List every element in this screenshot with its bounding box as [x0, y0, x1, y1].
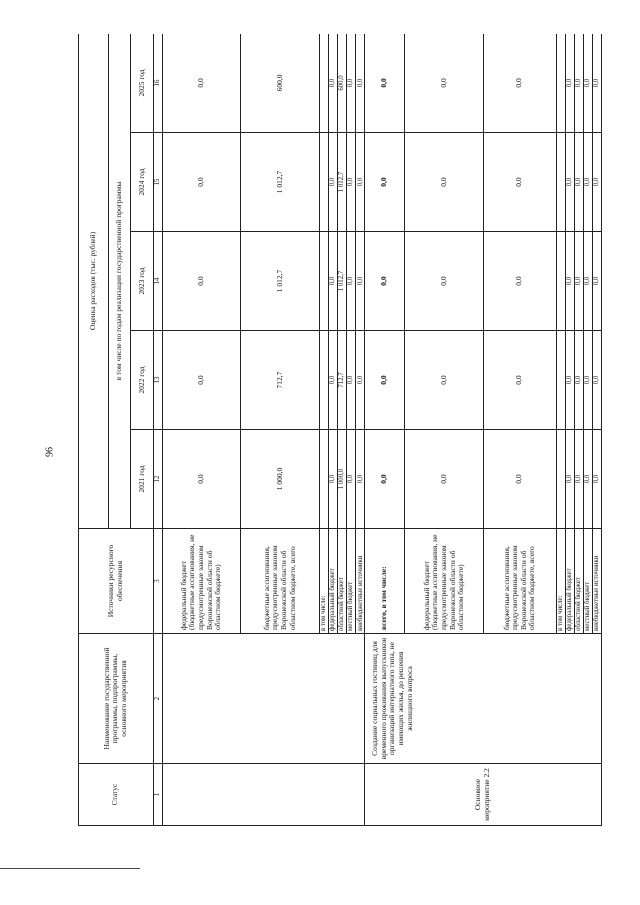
value-cell: 0,0 — [592, 232, 601, 331]
value-cell: 712,7 — [337, 331, 346, 430]
column-number-row — [153, 34, 162, 826]
value-cell: 0,0 — [162, 34, 241, 133]
value-cell: 0,0 — [365, 331, 405, 430]
value-cell: 0,0 — [574, 430, 583, 529]
value-cell: 0,0 — [592, 331, 601, 430]
header-year: 2024 год — [131, 133, 153, 232]
header-year: 2021 год — [131, 430, 153, 529]
source-cell: в том числе: — [319, 529, 328, 634]
value-cell: 0,0 — [356, 232, 365, 331]
col-number: 12 — [153, 430, 162, 529]
value-cell: 0,0 — [583, 430, 592, 529]
value-cell: 0,0 — [328, 133, 337, 232]
col-number: 3 — [153, 529, 162, 634]
header-estimate: Оценка расходов (тыс. рублей) — [79, 34, 109, 529]
value-cell: 0,0 — [565, 133, 574, 232]
value-cell: 0,0 — [405, 133, 484, 232]
value-cell: 0,0 — [405, 430, 484, 529]
header-by-year: в том числе по годам реализации государственной программы — [109, 34, 131, 529]
header-year: 2025 год — [131, 34, 153, 133]
value-cell: 0,0 — [328, 232, 337, 331]
value-cell: 0,0 — [162, 430, 241, 529]
value-cell: 0,0 — [583, 232, 592, 331]
value-cell: 1 000,0 — [337, 430, 346, 529]
value-cell: 0,0 — [356, 430, 365, 529]
value-cell: 0,0 — [365, 430, 405, 529]
value-cell: 0,0 — [405, 34, 484, 133]
value-cell: 0,0 — [565, 232, 574, 331]
header-row-1 — [79, 34, 109, 826]
value-cell: 0,0 — [574, 133, 583, 232]
value-cell: 0,0 — [592, 430, 601, 529]
source-cell: областной бюджет — [574, 529, 583, 634]
col-number: 1 — [153, 764, 162, 826]
value-cell: 0,0 — [592, 34, 601, 133]
value-cell: 0,0 — [405, 232, 484, 331]
value-cell: 0,0 — [162, 133, 241, 232]
name-cell — [162, 634, 365, 764]
value-cell: 0,0 — [346, 232, 355, 331]
source-cell: федеральный бюджет — [328, 529, 337, 634]
col-number: 15 — [153, 133, 162, 232]
value-cell — [556, 331, 565, 430]
source-cell: в том числе: — [556, 529, 565, 634]
source-cell: всего, в том числе: — [365, 529, 405, 634]
budget-table — [78, 34, 602, 826]
value-cell — [319, 331, 328, 430]
value-cell: 0,0 — [574, 232, 583, 331]
value-cell: 0,0 — [356, 34, 365, 133]
value-cell — [556, 232, 565, 331]
value-cell: 0,0 — [574, 34, 583, 133]
value-cell: 0,0 — [565, 430, 574, 529]
value-cell: 0,0 — [574, 331, 583, 430]
status-cell — [162, 764, 365, 826]
value-cell: 0,0 — [565, 34, 574, 133]
value-cell — [319, 133, 328, 232]
value-cell: 0,0 — [346, 34, 355, 133]
col-number: 16 — [153, 34, 162, 133]
header-year: 2023 год — [131, 232, 153, 331]
value-cell: 1 012,7 — [241, 133, 320, 232]
value-cell: 0,0 — [346, 331, 355, 430]
source-cell: федеральный бюджет (бюджетные ассигнования, не предусмотренные законом Воронежской области об областном бюджете) — [405, 529, 484, 634]
value-cell: 0,0 — [583, 34, 592, 133]
value-cell: 600,0 — [337, 34, 346, 133]
value-cell: 0,0 — [565, 331, 574, 430]
value-cell: 0,0 — [365, 133, 405, 232]
value-cell — [319, 34, 328, 133]
value-cell: 1 012,7 — [337, 232, 346, 331]
table-row — [365, 34, 405, 826]
value-cell: 1 000,0 — [241, 430, 320, 529]
source-cell: федеральный бюджет — [565, 529, 574, 634]
col-number: 13 — [153, 331, 162, 430]
value-cell: 600,0 — [241, 34, 320, 133]
col-number: 14 — [153, 232, 162, 331]
value-cell — [556, 133, 565, 232]
value-cell: 0,0 — [346, 133, 355, 232]
source-cell: местный бюджет — [583, 529, 592, 634]
page-number: 96 — [44, 447, 56, 457]
value-cell: 0,0 — [483, 331, 556, 430]
value-cell: 0,0 — [592, 133, 601, 232]
value-cell: 0,0 — [328, 331, 337, 430]
value-cell: 0,0 — [365, 34, 405, 133]
value-cell — [319, 232, 328, 331]
header-name: Наименование государственной программы, подпрограммы, основного мероприятия — [79, 634, 154, 764]
name-cell: Создание социальных гостиниц для временного проживания выпускников организаций интернатного типа, не имеющих жилья, до решения жилищного вопроса — [365, 634, 602, 764]
value-cell: 0,0 — [328, 430, 337, 529]
value-cell: 0,0 — [162, 232, 241, 331]
value-cell: 0,0 — [365, 232, 405, 331]
header-source: Источники ресурсного обеспечения — [79, 529, 154, 634]
col-number: 2 — [153, 634, 162, 764]
source-cell: федеральный бюджет (бюджетные ассигнования, не предусмотренные законом Воронежской области об областном бюджете) — [162, 529, 241, 634]
value-cell: 0,0 — [356, 133, 365, 232]
header-year: 2022 год — [131, 331, 153, 430]
value-cell: 1 012,7 — [337, 133, 346, 232]
value-cell: 0,0 — [483, 34, 556, 133]
value-cell — [319, 430, 328, 529]
value-cell: 0,0 — [405, 331, 484, 430]
footer-divider — [0, 868, 140, 869]
source-cell: внебюджетные источники — [592, 529, 601, 634]
value-cell: 0,0 — [483, 232, 556, 331]
source-cell: внебюджетные источники — [356, 529, 365, 634]
table-row — [162, 34, 241, 826]
value-cell: 0,0 — [583, 331, 592, 430]
value-cell — [556, 34, 565, 133]
value-cell: 712,7 — [241, 331, 320, 430]
status-cell: Основное мероприятие 2.2 — [365, 764, 602, 826]
source-cell: областной бюджет — [337, 529, 346, 634]
source-cell: бюджетные ассигнования, предусмотренные законом Воронежской области об областном бюджете, всего — [241, 529, 320, 634]
value-cell: 0,0 — [162, 331, 241, 430]
source-cell: местный бюджет — [346, 529, 355, 634]
value-cell — [556, 430, 565, 529]
value-cell: 0,0 — [483, 133, 556, 232]
value-cell: 0,0 — [583, 133, 592, 232]
value-cell: 1 012,7 — [241, 232, 320, 331]
rotated-page-content — [78, 34, 602, 826]
value-cell: 0,0 — [483, 430, 556, 529]
value-cell: 0,0 — [346, 430, 355, 529]
source-cell: бюджетные ассигнования, предусмотренные законом Воронежской области об областном бюджете, всего — [483, 529, 556, 634]
value-cell: 0,0 — [328, 34, 337, 133]
value-cell: 0,0 — [356, 331, 365, 430]
budget-table-frame — [78, 34, 602, 826]
header-status: Статус — [79, 764, 154, 826]
